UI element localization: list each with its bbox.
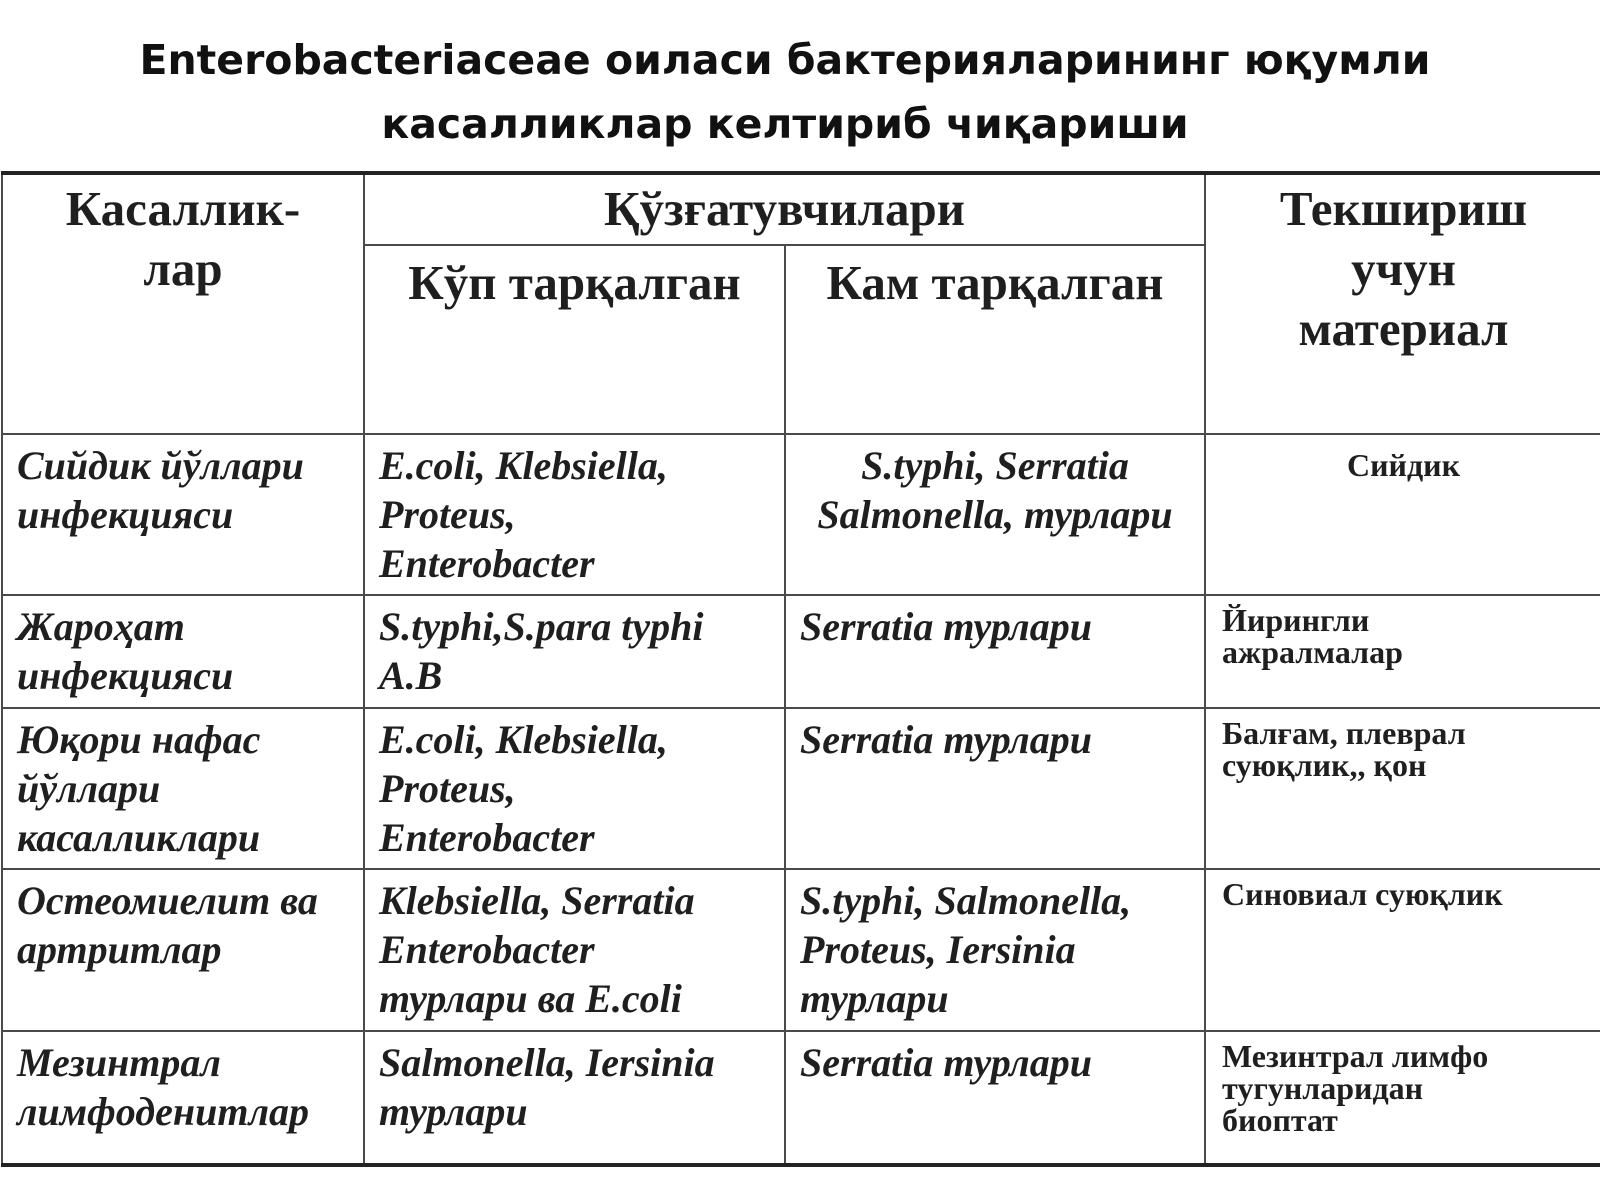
header-material-line: материал (1298, 301, 1509, 356)
material-cell (1205, 869, 1600, 1031)
disease-cell (2, 434, 364, 595)
common-line: E.coli, Klebsiella, (379, 717, 668, 762)
rare-line: турлари (800, 976, 949, 1021)
common-line: Enterobacter (379, 815, 595, 860)
header-material (1205, 173, 1600, 434)
rare-pathogens-cell (785, 869, 1205, 1031)
common-line: турлари ва E.coli (379, 976, 682, 1021)
material-line: биоптат (1222, 1102, 1338, 1138)
common-pathogens-cell (364, 595, 785, 708)
disease-line: артритлар (17, 927, 222, 972)
header-rare: Кам тарқалган (785, 245, 1205, 434)
infections-table (1, 171, 1600, 1167)
common-pathogens-cell (364, 708, 785, 869)
material-cell (1205, 595, 1600, 708)
header-diseases-line: лар (143, 241, 223, 296)
common-pathogens-cell (364, 1031, 785, 1165)
rare-line: Serratia турлари (800, 717, 1092, 762)
material-cell (1205, 434, 1600, 595)
table-row (2, 434, 1600, 595)
rare-pathogens-cell (785, 434, 1205, 595)
disease-line: инфекцияси (17, 653, 234, 698)
material-line: суюқлик,, қон (1222, 747, 1427, 783)
common-line: S.typhi,S.para typhi (379, 604, 704, 649)
disease-cell (2, 869, 364, 1031)
table-row (2, 1031, 1600, 1165)
disease-line: Остеомиелит ва (17, 878, 318, 923)
material-line: тугунларидан (1222, 1070, 1424, 1106)
table-row (2, 595, 1600, 708)
common-pathogens-cell (364, 434, 785, 595)
header-common: Кўп тарқалган (364, 245, 785, 434)
disease-cell (2, 708, 364, 869)
common-line: A.B (379, 653, 443, 698)
material-cell (1205, 1031, 1600, 1165)
header-diseases-line: Касаллик- (65, 181, 301, 236)
disease-line: Мезинтрал (17, 1040, 221, 1085)
material-line: Балғам, плеврал (1222, 715, 1466, 751)
common-line: Klebsiella, Serratia (379, 878, 695, 923)
material-cell (1205, 708, 1600, 869)
material-line: Сийдик (1346, 447, 1461, 483)
rare-line: Proteus, Iersinia (800, 927, 1076, 972)
header-diseases (2, 173, 364, 434)
common-line: Enterobacter (379, 541, 595, 586)
rare-line: Serratia турлари (800, 1040, 1092, 1085)
rare-pathogens-cell (785, 595, 1205, 708)
disease-line: Юқори нафас (17, 717, 261, 762)
common-line: Salmonella, Iersinia (379, 1040, 715, 1085)
disease-cell (2, 595, 364, 708)
common-line: Proteus, (379, 766, 516, 811)
table-row (2, 708, 1600, 869)
header-pathogens: Қўзғатувчилари (364, 173, 1205, 245)
rare-line: Serratia турлари (800, 604, 1092, 649)
common-line: турлари (379, 1089, 528, 1134)
rare-pathogens-cell (785, 708, 1205, 869)
material-line: Синовиал суюқлик (1222, 876, 1503, 912)
table-row (2, 869, 1600, 1031)
page-title (0, 28, 1570, 156)
material-line: Мезинтрал лимфо (1222, 1038, 1489, 1074)
common-pathogens-cell (364, 869, 785, 1031)
rare-line: Salmonella, турлари (817, 492, 1173, 537)
common-line: E.coli, Klebsiella, (379, 443, 668, 488)
material-line: ажралмалар (1222, 634, 1403, 670)
disease-line: лимфоденитлар (17, 1089, 309, 1134)
disease-line: касалликлари (17, 815, 261, 860)
page-title-line-1: Enterobacteriaceae оиласи бактерияларининг юқумли (139, 36, 1431, 84)
page-title-line-2: касалликлар келтириб чиқариши (381, 100, 1189, 148)
common-line: Enterobacter (379, 927, 595, 972)
disease-line: йўллари (17, 766, 161, 811)
header-material-line: учун (1351, 241, 1456, 296)
disease-line: Жароҳат (17, 604, 185, 649)
disease-line: Сийдик йўллари (17, 443, 304, 488)
material-line: Йирингли (1222, 602, 1370, 638)
disease-cell (2, 1031, 364, 1165)
common-line: Proteus, (379, 492, 516, 537)
disease-line: инфекцияси (17, 492, 234, 537)
rare-line: S.typhi, Serratia (861, 443, 1129, 488)
rare-line: S.typhi, Salmonella, (800, 878, 1132, 923)
rare-pathogens-cell (785, 1031, 1205, 1165)
header-row-1 (2, 173, 1600, 245)
header-material-line: Текшириш (1279, 181, 1528, 236)
